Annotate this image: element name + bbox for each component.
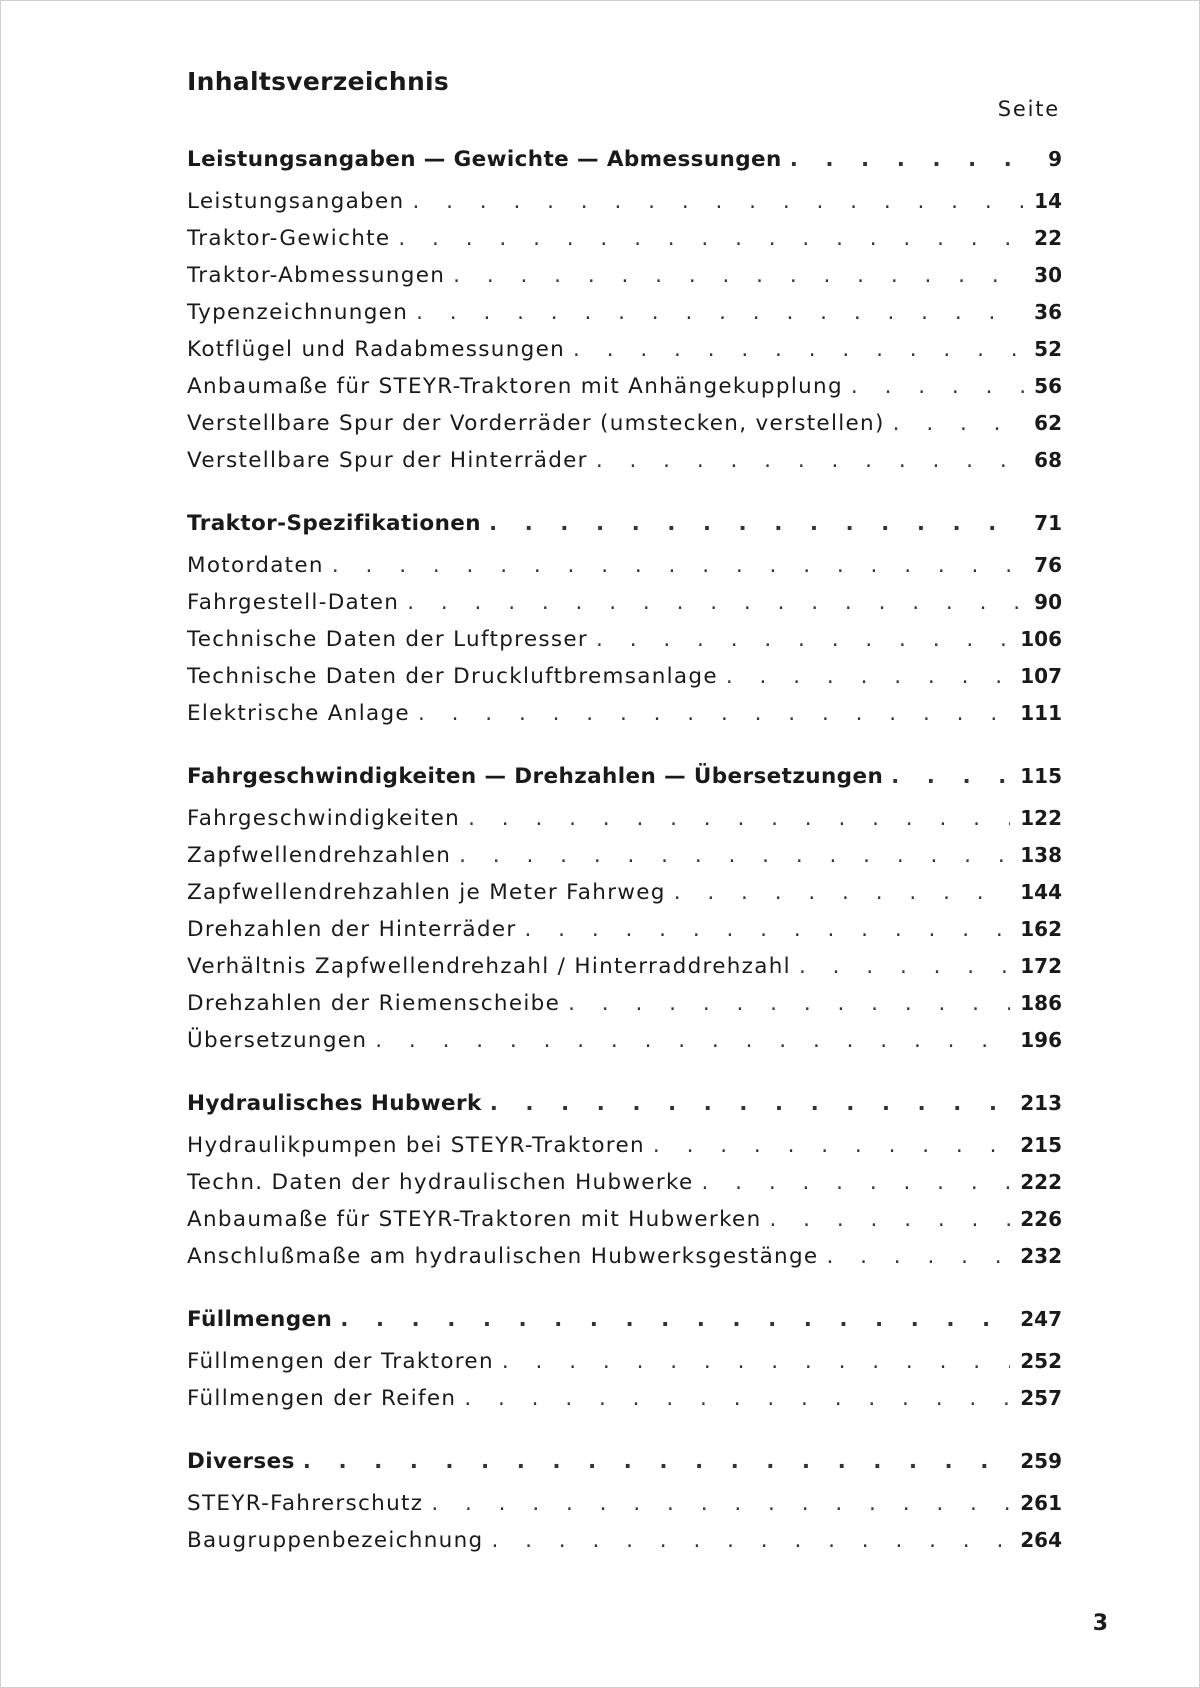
toc-entry-page: 56: [1034, 374, 1062, 398]
dot-leader: [303, 1449, 1010, 1474]
toc-entry-label: Zapfwellendrehzahlen: [187, 843, 452, 868]
dot-leader: [573, 337, 1024, 362]
toc-entry-page: 196: [1020, 1028, 1062, 1052]
dot-leader: [799, 954, 1010, 979]
toc-entry-label: Übersetzungen: [187, 1028, 368, 1053]
toc-entry: [187, 1170, 1062, 1207]
toc-entry: [187, 1028, 1062, 1065]
toc-entry-page: 71: [1034, 511, 1062, 535]
toc-entry-label: Füllmengen: [187, 1307, 333, 1332]
toc-entry-label: Drehzahlen der Hinterräder: [187, 917, 517, 942]
toc-entry: [187, 337, 1062, 374]
dot-leader: [790, 147, 1038, 172]
toc-entry-page: 264: [1020, 1528, 1062, 1552]
toc-entry: [187, 411, 1062, 448]
dot-leader: [412, 189, 1024, 214]
toc-entry-label: Diverses: [187, 1449, 295, 1474]
toc-section-heading: [187, 1307, 1062, 1349]
dot-leader: [340, 1307, 1010, 1332]
dot-leader: [502, 1349, 1010, 1374]
dot-leader: [431, 1491, 1010, 1516]
toc-entry-page: 144: [1020, 880, 1062, 904]
toc-entry-label: Motordaten: [187, 553, 324, 578]
toc-entry-label: Füllmengen der Traktoren: [187, 1349, 494, 1374]
toc-entry-label: Kotflügel und Radabmessungen: [187, 337, 566, 362]
toc-entry-label: Verstellbare Spur der Vorderräder (umstecken, verstellen): [187, 411, 885, 436]
toc-section-heading: [187, 764, 1062, 806]
toc-entry-label: Baugruppenbezeichnung: [187, 1528, 484, 1553]
toc-entry-label: Typenzeichnungen: [187, 300, 409, 325]
toc-entry: [187, 263, 1062, 300]
toc-entry: [187, 1244, 1062, 1281]
toc-entry-page: 62: [1034, 411, 1062, 435]
dot-leader: [893, 411, 1025, 436]
toc-entry-label: Leistungsangaben — Gewichte — Abmessungen: [187, 147, 782, 172]
dot-leader: [891, 764, 1010, 789]
toc-entry-label: Traktor-Abmessungen: [187, 263, 446, 288]
toc-entry-label: Techn. Daten der hydraulischen Hubwerke: [187, 1170, 694, 1195]
toc-entry-page: 22: [1034, 226, 1062, 250]
toc-entry: [187, 189, 1062, 226]
toc-entry-page: 111: [1020, 701, 1062, 725]
toc-entry-page: 30: [1034, 263, 1062, 287]
toc-entry: [187, 300, 1062, 337]
table-of-contents: [187, 147, 1062, 1591]
dot-leader: [596, 448, 1024, 473]
dot-leader: [568, 991, 1010, 1016]
toc-entry: [187, 374, 1062, 411]
toc-section: [187, 1449, 1062, 1565]
toc-entry-page: 138: [1020, 843, 1062, 867]
page-column-header: Seite: [997, 97, 1060, 121]
page-number: 3: [1092, 1611, 1108, 1636]
toc-entry: [187, 701, 1062, 738]
toc-entry-page: 106: [1020, 627, 1062, 651]
toc-entry-page: 9: [1048, 147, 1062, 171]
toc-entry-label: Fahrgestell-Daten: [187, 590, 400, 615]
toc-entry: [187, 1349, 1062, 1386]
dot-leader: [701, 1170, 1010, 1195]
toc-entry-page: 215: [1020, 1133, 1062, 1157]
toc-entry-label: Technische Daten der Luftpresser: [187, 627, 589, 652]
dot-leader: [653, 1133, 1010, 1158]
toc-section-heading: [187, 511, 1062, 553]
toc-section: [187, 1307, 1062, 1423]
toc-entry-label: Anschlußmaße am hydraulischen Hubwerksgestänge: [187, 1244, 819, 1269]
dot-leader: [726, 664, 1010, 689]
toc-entry-label: STEYR-Fahrerschutz: [187, 1491, 424, 1516]
dot-leader: [416, 300, 1024, 325]
toc-entry: [187, 991, 1062, 1028]
toc-entry-page: 261: [1020, 1491, 1062, 1515]
dot-leader: [851, 374, 1024, 399]
toc-entry: [187, 1386, 1062, 1423]
toc-entry-page: 222: [1020, 1170, 1062, 1194]
toc-entry-page: 68: [1034, 448, 1062, 472]
toc-section: [187, 147, 1062, 485]
toc-entry-page: 213: [1020, 1091, 1062, 1115]
toc-entry-label: Anbaumaße für STEYR-Traktoren mit Anhängekupplung: [187, 374, 843, 399]
dot-leader: [491, 1528, 1010, 1553]
toc-entry: [187, 1207, 1062, 1244]
toc-entry-label: Hydraulisches Hubwerk: [187, 1091, 482, 1116]
toc-entry-page: 259: [1020, 1449, 1062, 1473]
toc-entry-label: Traktor-Spezifikationen: [187, 511, 481, 536]
toc-entry-label: Hydraulikpumpen bei STEYR-Traktoren: [187, 1133, 645, 1158]
toc-entry-page: 162: [1020, 917, 1062, 941]
dot-leader: [596, 627, 1010, 652]
toc-entry-label: Zapfwellendrehzahlen je Meter Fahrweg: [187, 880, 666, 905]
toc-entry-label: Fahrgeschwindigkeiten — Drehzahlen — Übersetzungen: [187, 764, 884, 789]
toc-entry-page: 115: [1020, 764, 1062, 788]
toc-entry: [187, 664, 1062, 701]
toc-section: [187, 1091, 1062, 1281]
toc-entry: [187, 553, 1062, 590]
toc-entry-page: 52: [1034, 337, 1062, 361]
toc-entry-page: 36: [1034, 300, 1062, 324]
toc-entry-page: 76: [1034, 553, 1062, 577]
dot-leader: [464, 1386, 1010, 1411]
dot-leader: [453, 263, 1024, 288]
toc-entry: [187, 843, 1062, 880]
dot-leader: [398, 226, 1024, 251]
dot-leader: [489, 511, 1024, 536]
dot-leader: [407, 590, 1024, 615]
toc-entry-page: 232: [1020, 1244, 1062, 1268]
toc-entry-page: 247: [1020, 1307, 1062, 1331]
toc-entry-label: Fahrgeschwindigkeiten: [187, 806, 461, 831]
dot-leader: [418, 701, 1010, 726]
dot-leader: [332, 553, 1024, 578]
page-title: Inhaltsverzeichnis: [187, 67, 450, 96]
toc-entry-label: Drehzahlen der Riemenscheibe: [187, 991, 561, 1016]
toc-entry-page: 14: [1034, 189, 1062, 213]
toc-entry: [187, 806, 1062, 843]
toc-entry-label: Verstellbare Spur der Hinterräder: [187, 448, 588, 473]
toc-entry-page: 252: [1020, 1349, 1062, 1373]
dot-leader: [525, 917, 1011, 942]
toc-entry: [187, 1528, 1062, 1565]
toc-entry: [187, 226, 1062, 263]
toc-entry: [187, 590, 1062, 627]
toc-entry: [187, 880, 1062, 917]
dot-leader: [459, 843, 1010, 868]
toc-entry-label: Elektrische Anlage: [187, 701, 410, 726]
toc-entry: [187, 954, 1062, 991]
toc-entry-page: 90: [1034, 590, 1062, 614]
toc-entry: [187, 1133, 1062, 1170]
toc-entry: [187, 448, 1062, 485]
dot-leader: [490, 1091, 1011, 1116]
toc-entry: [187, 627, 1062, 664]
toc-section: [187, 764, 1062, 1065]
toc-section-heading: [187, 1091, 1062, 1133]
toc-entry-page: 186: [1020, 991, 1062, 1015]
toc-entry-label: Traktor-Gewichte: [187, 226, 391, 251]
toc-entry-page: 172: [1020, 954, 1062, 978]
dot-leader: [826, 1244, 1010, 1269]
toc-entry-page: 107: [1020, 664, 1062, 688]
dot-leader: [375, 1028, 1010, 1053]
toc-entry-label: Füllmengen der Reifen: [187, 1386, 457, 1411]
toc-entry-label: Verhältnis Zapfwellendrehzahl / Hinterraddrehzahl: [187, 954, 791, 979]
toc-entry: [187, 1491, 1062, 1528]
toc-entry-page: 226: [1020, 1207, 1062, 1231]
toc-section-heading: [187, 147, 1062, 189]
dot-leader: [674, 880, 1011, 905]
toc-entry: [187, 917, 1062, 954]
toc-section: [187, 511, 1062, 738]
toc-entry-page: 257: [1020, 1386, 1062, 1410]
toc-entry-label: Anbaumaße für STEYR-Traktoren mit Hubwerken: [187, 1207, 762, 1232]
dot-leader: [770, 1207, 1011, 1232]
toc-section-heading: [187, 1449, 1062, 1491]
toc-entry-label: Technische Daten der Druckluftbremsanlage: [187, 664, 718, 689]
toc-entry-label: Leistungsangaben: [187, 189, 405, 214]
dot-leader: [468, 806, 1010, 831]
toc-entry-page: 122: [1020, 806, 1062, 830]
